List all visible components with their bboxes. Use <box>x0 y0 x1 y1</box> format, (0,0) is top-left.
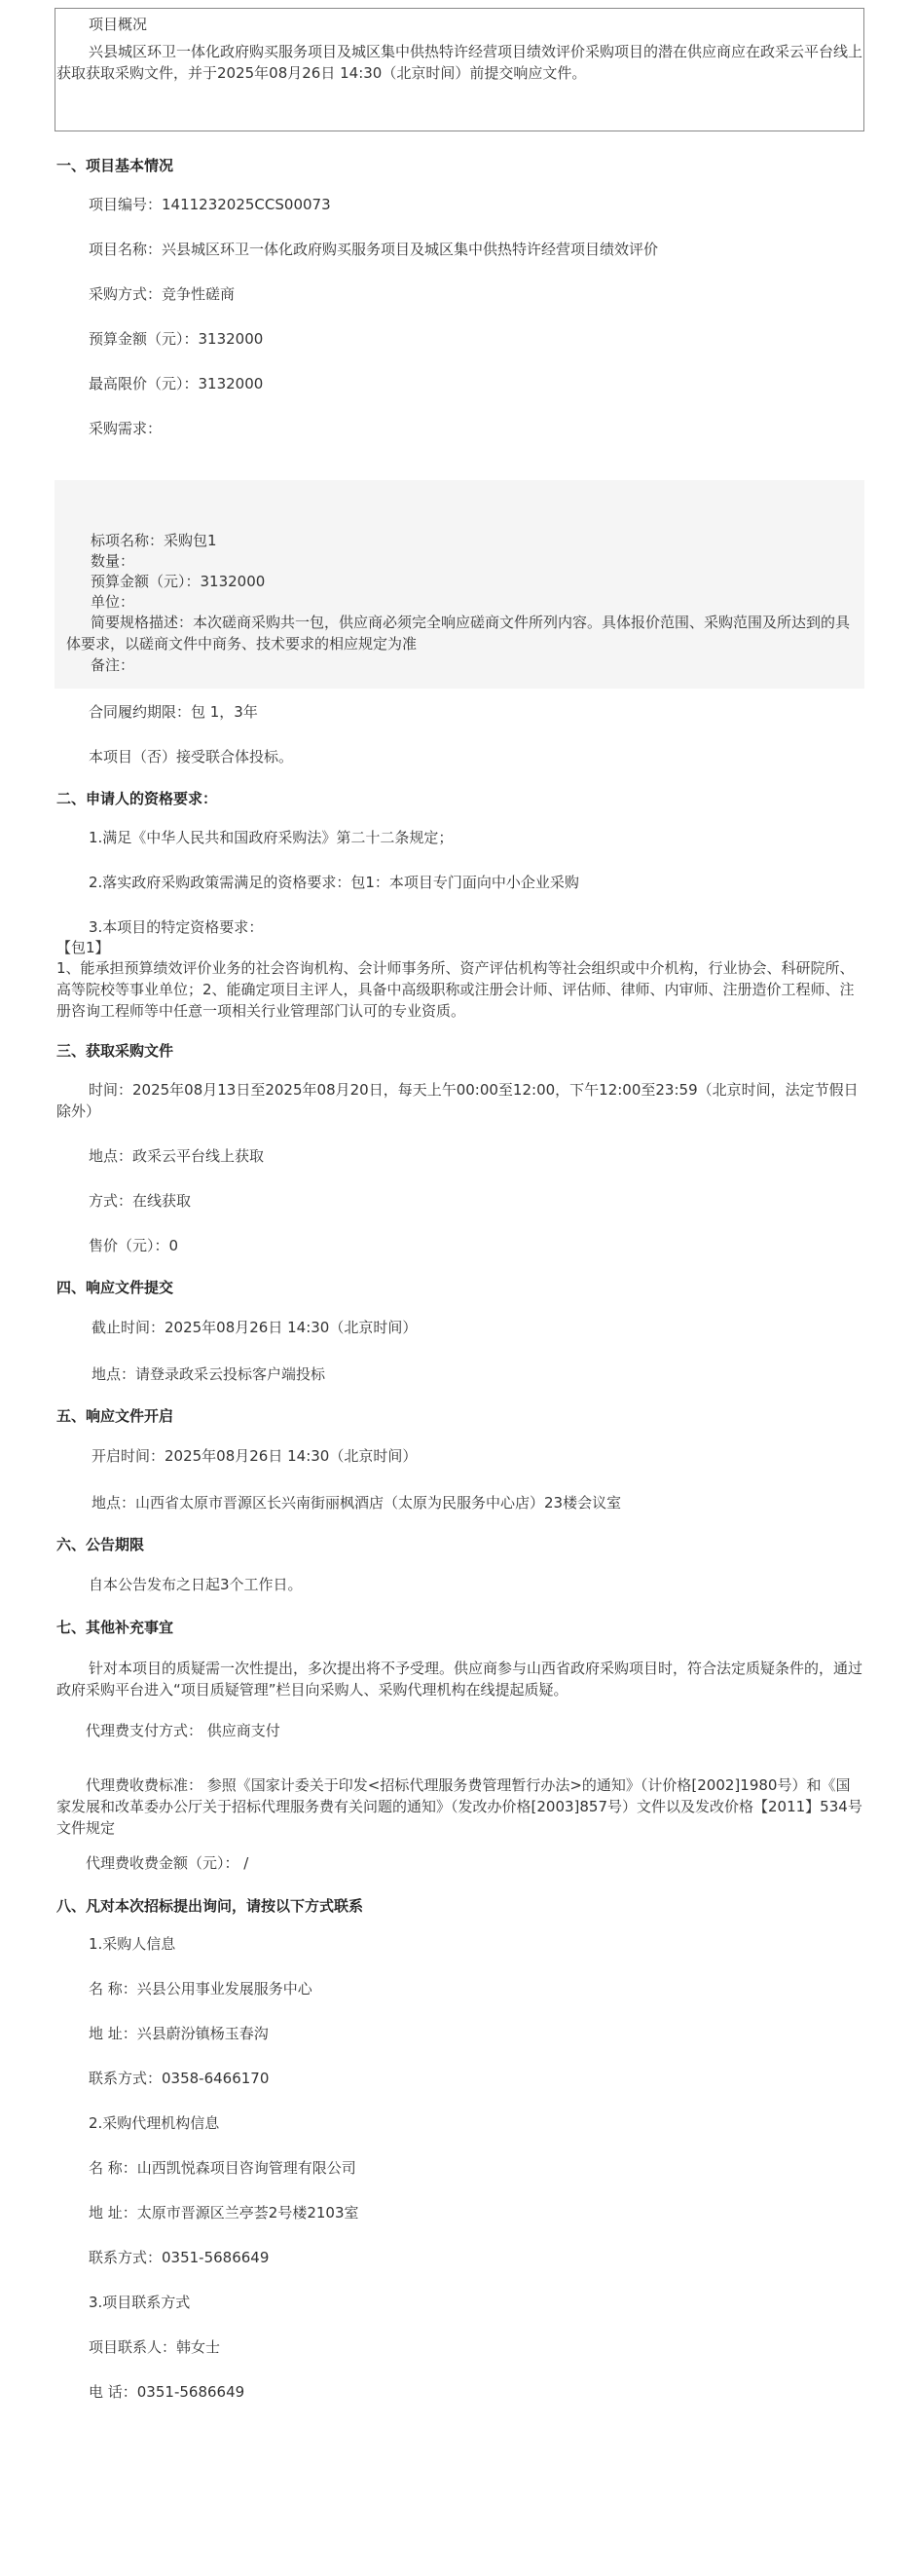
lot-spec: 简要规格描述：本次磋商采购共一包，供应商必须完全响应磋商文件所列内容。具体报价范围、采购范围及所达到的具体要求，以磋商文件中商务、技术要求的相应规定为准 <box>66 614 851 653</box>
qualification-3-text: 1、能承担预算绩效评价业务的社会咨询机构、会计师事务所、资产评估机构等社会组织或中介机构，行业协会、科研院所、高等院校等事业单位；2、能确定项目主评人，具备中高级职称或注册会计师、评估师、律师、内审师、注册造价工程师、注册咨询工程师等中任意一项相关行业管理部门认可的专业资质。 <box>56 959 855 1020</box>
agent-phone: 联系方式：0351-5686649 <box>89 2249 270 2266</box>
announcement-period: 自本公告发布之日起3个工作日。 <box>89 1576 303 1593</box>
max-price: 最高限价（元）：3132000 <box>89 375 264 392</box>
obtain-place: 地点：政采云平台线上获取 <box>89 1147 265 1165</box>
project-contact-title: 3.项目联系方式 <box>89 2294 191 2311</box>
lot-budget: 预算金额（元）：3132000 <box>91 573 266 590</box>
obtain-time: 时间：2025年08月13日至2025年08月20日，每天上午00:00至12:00，下午12:00至23:59（北京时间，法定节假日除外） <box>56 1081 859 1120</box>
section-heading-contacts: 八、凡对本次招标提出询问，请按以下方式联系 <box>56 1897 364 1915</box>
overview-title: 项目概况 <box>89 16 148 33</box>
buyer-info-title: 1.采购人信息 <box>89 1935 176 1953</box>
lot-name: 标项名称：采购包1 <box>91 532 217 549</box>
qualification-2: 2.落实政府采购政策需满足的资格要求：包1：本项目专门面向中小企业采购 <box>89 874 579 891</box>
agency-fee-standard: 代理费收费标准： 参照《国家计委关于印发<招标代理服务费管理暂行办法>的通知》（计价格[2002]1980号）和《国家发展和改革委办公厅关于招标代理服务费有关问题的通知》（发改办价格[2003]857号）文件以及发改价格【2011】534号文件规定 <box>56 1776 862 1837</box>
procurement-demand-label: 采购需求： <box>89 420 163 437</box>
section-heading-obtain-docs: 三、获取采购文件 <box>56 1042 174 1060</box>
project-contact-phone: 电 话：0351-5686649 <box>89 2383 245 2401</box>
opening-place: 地点：山西省太原市晋源区长兴南街丽枫酒店（太原为民服务中心店）23楼会议室 <box>92 1494 622 1512</box>
lot-quantity: 数量： <box>91 552 135 570</box>
buyer-phone: 联系方式：0358-6466170 <box>89 2070 270 2087</box>
lot-unit: 单位： <box>91 593 135 611</box>
lot-note: 备注： <box>91 656 135 674</box>
obtain-mode: 方式：在线获取 <box>89 1192 192 1210</box>
obtain-price: 售价（元）：0 <box>89 1237 179 1254</box>
qualification-3-title: 3.本项目的特定资格要求： <box>89 918 264 936</box>
buyer-address: 地 址：兴县蔚汾镇杨玉春沟 <box>89 2025 269 2042</box>
section-heading-supplementary: 七、其他补充事宜 <box>56 1619 174 1636</box>
project-contact-person: 项目联系人：韩女士 <box>89 2338 221 2356</box>
section-heading-submit: 四、响应文件提交 <box>56 1279 174 1296</box>
project-name: 项目名称：兴县城区环卫一体化政府购买服务项目及城区集中供热特许经营项目绩效评价 <box>89 241 659 258</box>
contract-period: 合同履约期限：包 1，3年 <box>89 703 258 721</box>
submit-place: 地点：请登录政采云投标客户端投标 <box>92 1365 326 1383</box>
section-heading-period: 六、公告期限 <box>56 1536 145 1553</box>
qualification-1: 1.满足《中华人民共和国政府采购法》第二十二条规定； <box>89 829 454 846</box>
query-rules: 针对本项目的质疑需一次性提出，多次提出将不予受理。供应商参与山西省政府采购项目时，符合法定质疑条件的，通过政府采购平台进入“项目质疑管理”栏目向采购人、采购代理机构在线提起质疑。 <box>56 1660 863 1699</box>
section-heading-basic-info: 一、项目基本情况 <box>56 157 174 174</box>
section-heading-opening: 五、响应文件开启 <box>56 1407 174 1425</box>
overview-text: 兴县城区环卫一体化政府购买服务项目及城区集中供热特许经营项目绩效评价采购项目的潜在供应商应在政采云平台线上获取获取采购文件，并于2025年08月26日 14:30（北京时间）前提交响应文件。 <box>56 43 863 82</box>
agent-name: 名 称：山西凯悦森项目咨询管理有限公司 <box>89 2159 356 2177</box>
agency-fee-payer: 代理费支付方式： 供应商支付 <box>86 1722 280 1739</box>
procurement-method: 采购方式：竞争性磋商 <box>89 285 236 303</box>
agency-fee-amount: 代理费收费金额（元）： / <box>86 1854 249 1872</box>
consortium-note: 本项目（否）接受联合体投标。 <box>89 748 294 765</box>
project-number: 项目编号：1411232025CCS00073 <box>89 196 331 213</box>
section-heading-qualification: 二、申请人的资格要求： <box>56 790 218 807</box>
budget-amount: 预算金额（元）：3132000 <box>89 330 264 348</box>
qualification-lot-tag: 【包1】 <box>56 939 110 956</box>
opening-time: 开启时间：2025年08月26日 14:30（北京时间） <box>92 1447 418 1465</box>
buyer-name: 名 称：兴县公用事业发展服务中心 <box>89 1980 312 1997</box>
agent-info-title: 2.采购代理机构信息 <box>89 2114 220 2132</box>
submit-deadline: 截止时间：2025年08月26日 14:30（北京时间） <box>92 1319 418 1336</box>
agent-address: 地 址：太原市晋源区兰亭荟2号楼2103室 <box>89 2204 359 2221</box>
